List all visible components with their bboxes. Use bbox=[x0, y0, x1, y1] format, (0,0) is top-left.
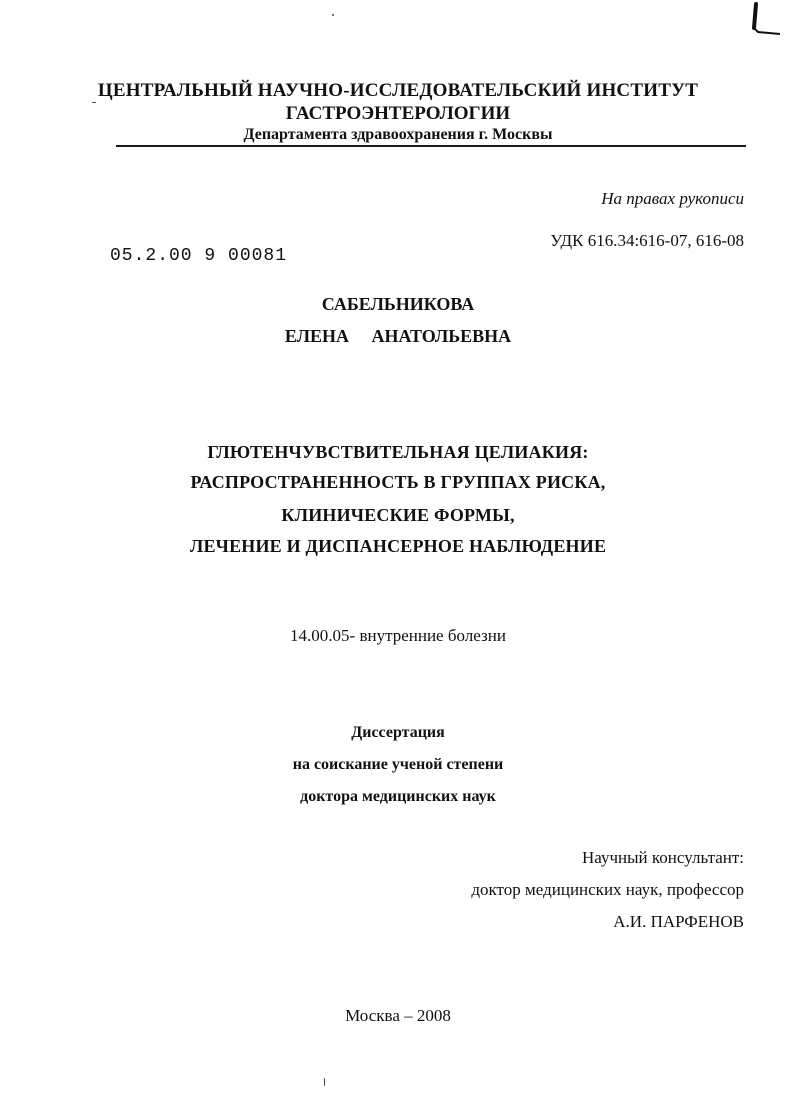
thesis-title-line3: КЛИНИЧЕСКИЕ ФОРМЫ, bbox=[281, 505, 515, 525]
institute-name-line2: ГАСТРОЭНТЕРОЛОГИИ bbox=[285, 103, 511, 124]
registration-number: 05.2.00 9 00081 bbox=[110, 246, 288, 266]
degree-name: доктора медицинских наук bbox=[300, 788, 496, 805]
thesis-title-line4: ЛЕЧЕНИЕ И ДИСПАНСЕРНОЕ НАБЛЮДЕНИЕ bbox=[189, 536, 607, 556]
specialty-code: 14.00.05- внутренние болезни bbox=[290, 626, 506, 645]
institute-name-line1: ЦЕНТРАЛЬНЫЙ НАУЧНО-ИССЛЕДОВАТЕЛЬСКИЙ ИНСТИТУТ bbox=[97, 80, 699, 101]
thesis-title-line2: РАСПРОСТРАНЕННОСТЬ В ГРУППАХ РИСКА, bbox=[190, 472, 606, 492]
consultant-degree: доктор медицинских наук, профессор bbox=[471, 880, 744, 899]
author-surname: САБЕЛЬНИКОВА bbox=[321, 294, 475, 314]
header-divider bbox=[116, 145, 746, 147]
consultant-label: Научный консультант: bbox=[582, 848, 744, 867]
udk-code: УДК 616.34:616-07, 616-08 bbox=[550, 231, 744, 250]
scan-speck bbox=[332, 14, 334, 16]
consultant-name: А.И. ПАРФЕНОВ bbox=[613, 912, 744, 931]
dissertation-label: Диссертация bbox=[351, 724, 445, 741]
scan-speck bbox=[324, 1078, 325, 1086]
thesis-title-line1: ГЛЮТЕНЧУВСТВИТЕЛЬНАЯ ЦЕЛИАКИЯ: bbox=[207, 442, 589, 462]
manuscript-note: На правах рукописи bbox=[601, 189, 744, 208]
city-year: Москва – 2008 bbox=[345, 1006, 451, 1025]
degree-purpose: на соискание ученой степени bbox=[292, 756, 504, 773]
author-given-names: ЕЛЕНА АНАТОЛЬЕВНА bbox=[284, 326, 512, 346]
scan-corner-mark bbox=[736, 0, 796, 50]
department-name: Департамента здравоохранения г. Москвы bbox=[243, 126, 553, 143]
